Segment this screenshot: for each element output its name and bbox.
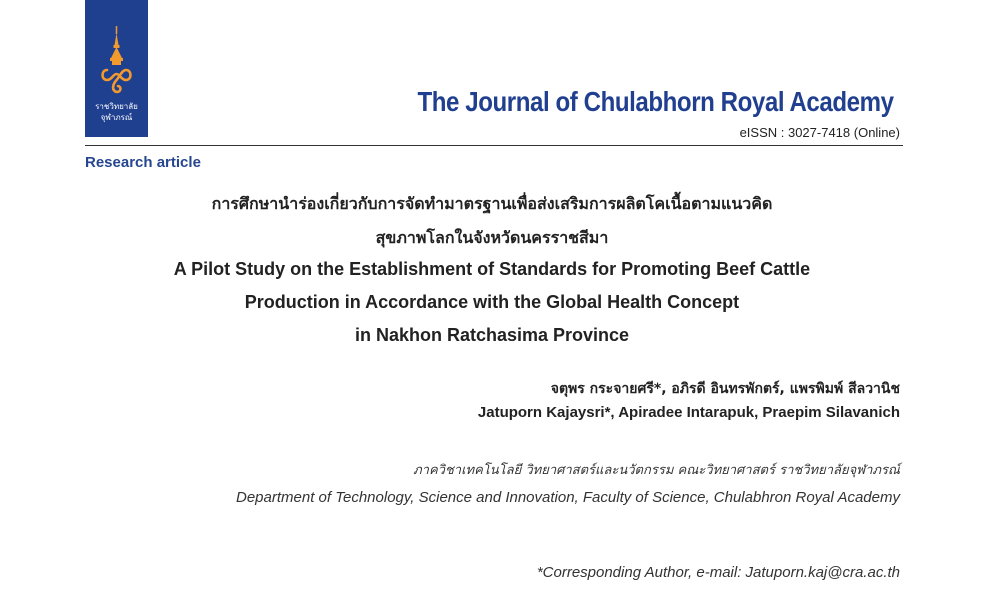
academy-logo: [85, 0, 148, 137]
article-type-label: Research article: [85, 154, 201, 171]
header-divider: [85, 145, 903, 146]
journal-title: The Journal of Chulabhorn Royal Academy: [417, 86, 894, 117]
authors-english: Jatuporn Kajaysri*, Apiradee Intarapuk, Praepim Silavanich: [477, 404, 900, 421]
emblem-icon: [85, 0, 148, 100]
thai-title-line1: การศึกษานำร่องเกี่ยวกับการจัดทำมาตรฐานเพื่อส่งเสริมการผลิตโคเนื้อตามแนวคิด: [211, 194, 773, 213]
english-title-line2: Production in Accordance with the Global Health Concept: [244, 292, 740, 312]
corresponding-author: *Corresponding Author, e-mail: Jatuporn.kaj@cra.ac.th: [536, 564, 900, 581]
affiliation-thai: ภาควิชาเทคโนโลยี วิทยาศาสตร์และนวัตกรรม คณะวิทยาศาสตร์ ราชวิทยาลัยจุฬาภรณ์: [413, 463, 900, 478]
logo-text-line2: จุฬาภรณ์: [100, 113, 133, 122]
authors-thai: จตุพร กระจายศรี*, อภิรดี อินทรพักตร์, แพรพิมพ์ สีลวานิช: [550, 381, 900, 397]
logo-text-line1: ราชวิทยาลัย: [95, 102, 138, 111]
english-title-line3: in Nakhon Ratchasima Province: [354, 325, 630, 345]
issn-label: eISSN : 3027-7418 (Online): [739, 125, 900, 140]
english-title-line1: A Pilot Study on the Establishment of Standards for Promoting Beef Cattle: [173, 259, 811, 279]
thai-title-line2: สุขภาพโลกในจังหวัดนครราชสีมา: [375, 228, 609, 247]
affiliation-english: Department of Technology, Science and Innovation, Faculty of Science, Chulabhron Royal Academy: [236, 489, 900, 506]
